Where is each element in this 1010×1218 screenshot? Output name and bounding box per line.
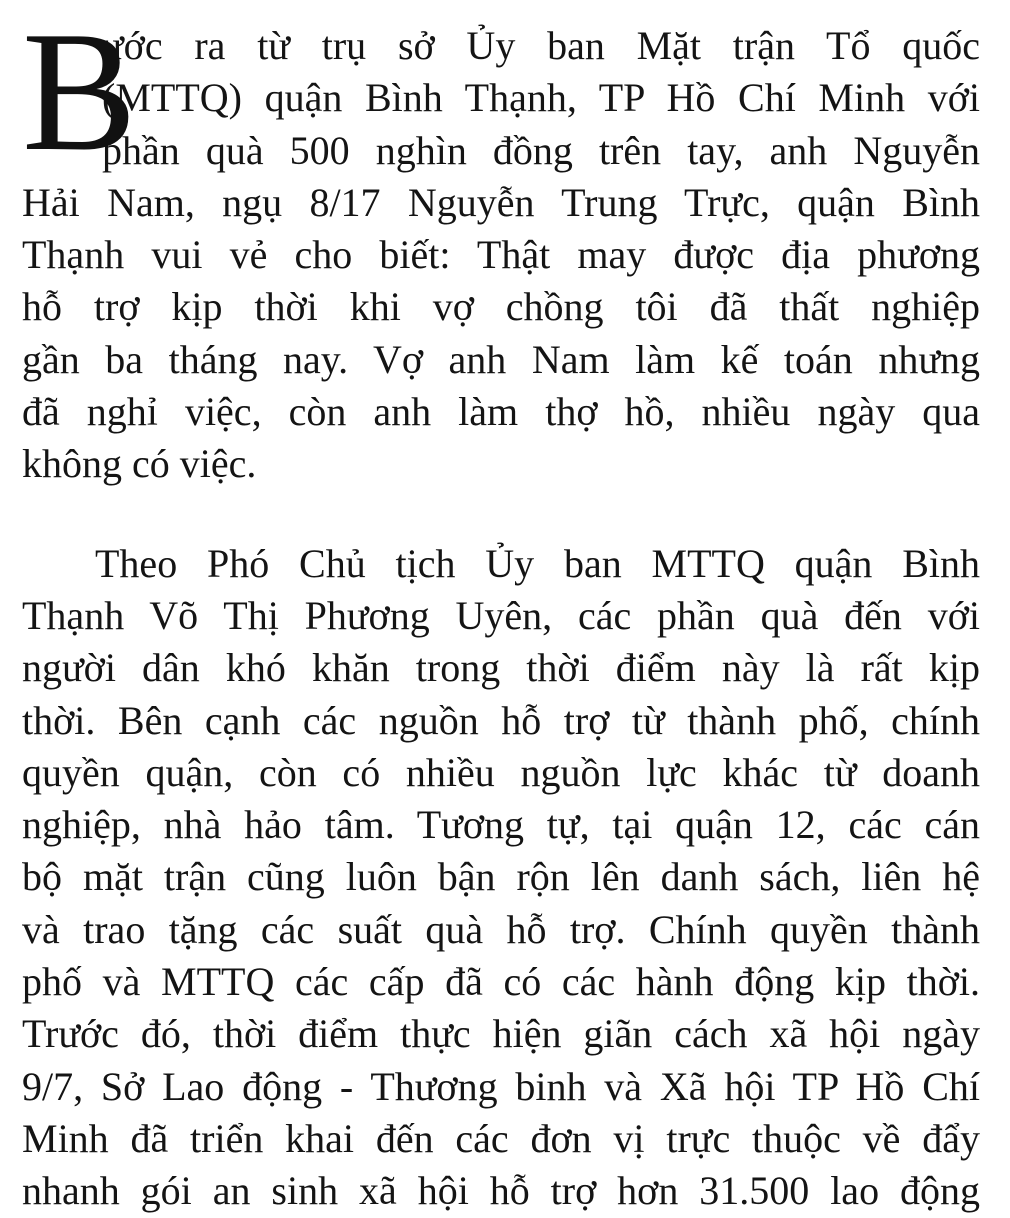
- text-line: Theo Phó Chủ tịch Ủy ban MTTQ quận Bình: [95, 540, 980, 586]
- text-line: nhanh gói an sinh xã hội hỗ trợ hơn 31.500 lao động: [22, 1168, 980, 1214]
- text-line: đã nghỉ việc, còn anh làm thợ hồ, nhiều ngày qua: [22, 389, 980, 435]
- text-line: 9/7, Sở Lao động - Thương binh và Xã hội TP Hồ Chí: [22, 1063, 980, 1109]
- drop-cap: B: [22, 0, 137, 187]
- text-line: gần ba tháng nay. Vợ anh Nam làm kế toán nhưng: [22, 336, 980, 382]
- text-line: nghiệp, nhà hảo tâm. Tương tự, tại quận 12, các cán: [22, 802, 980, 848]
- text-line: thời. Bên cạnh các nguồn hỗ trợ từ thành phố, chính: [22, 697, 980, 743]
- paragraph-spacer: [22, 491, 980, 538]
- text-line: người dân khó khăn trong thời điểm này là rất kịp: [22, 645, 980, 691]
- text-line: Minh đã triển khai đến các đơn vị trực thuộc về đẩy: [22, 1115, 980, 1161]
- text-line: phần quà 500 nghìn đồng trên tay, anh Nguyễn: [102, 127, 980, 173]
- text-line: ước ra từ trụ sở Ủy ban Mặt trận Tổ quốc: [102, 23, 980, 68]
- text-line: không có việc.: [22, 441, 257, 487]
- text-line: phố và MTTQ các cấp đã có các hành động kịp thời.: [22, 959, 980, 1005]
- text-line: và trao tặng các suất quà hỗ trợ. Chính quyền thành: [22, 906, 980, 952]
- paragraph-2: [22, 538, 980, 1218]
- text-line: bộ mặt trận cũng luôn bận rộn lên danh sách, liên hệ: [22, 854, 980, 900]
- text-line: (MTTQ) quận Bình Thạnh, TP Hồ Chí Minh với: [102, 75, 980, 121]
- text-line: Thạnh vui vẻ cho biết: Thật may được địa phương: [22, 232, 980, 278]
- article-body: [22, 0, 980, 1218]
- text-line: Trước đó, thời điểm thực hiện giãn cách xã hội ngày: [22, 1011, 980, 1057]
- paragraph-1: [22, 0, 980, 491]
- text-line: quyền quận, còn có nhiều nguồn lực khác từ doanh: [22, 749, 980, 795]
- text-line: Hải Nam, ngụ 8/17 Nguyễn Trung Trực, quận Bình: [22, 179, 980, 225]
- text-line: hỗ trợ kịp thời khi vợ chồng tôi đã thất nghiệp: [22, 284, 980, 330]
- text-line: Thạnh Võ Thị Phương Uyên, các phần quà đến với: [22, 592, 980, 638]
